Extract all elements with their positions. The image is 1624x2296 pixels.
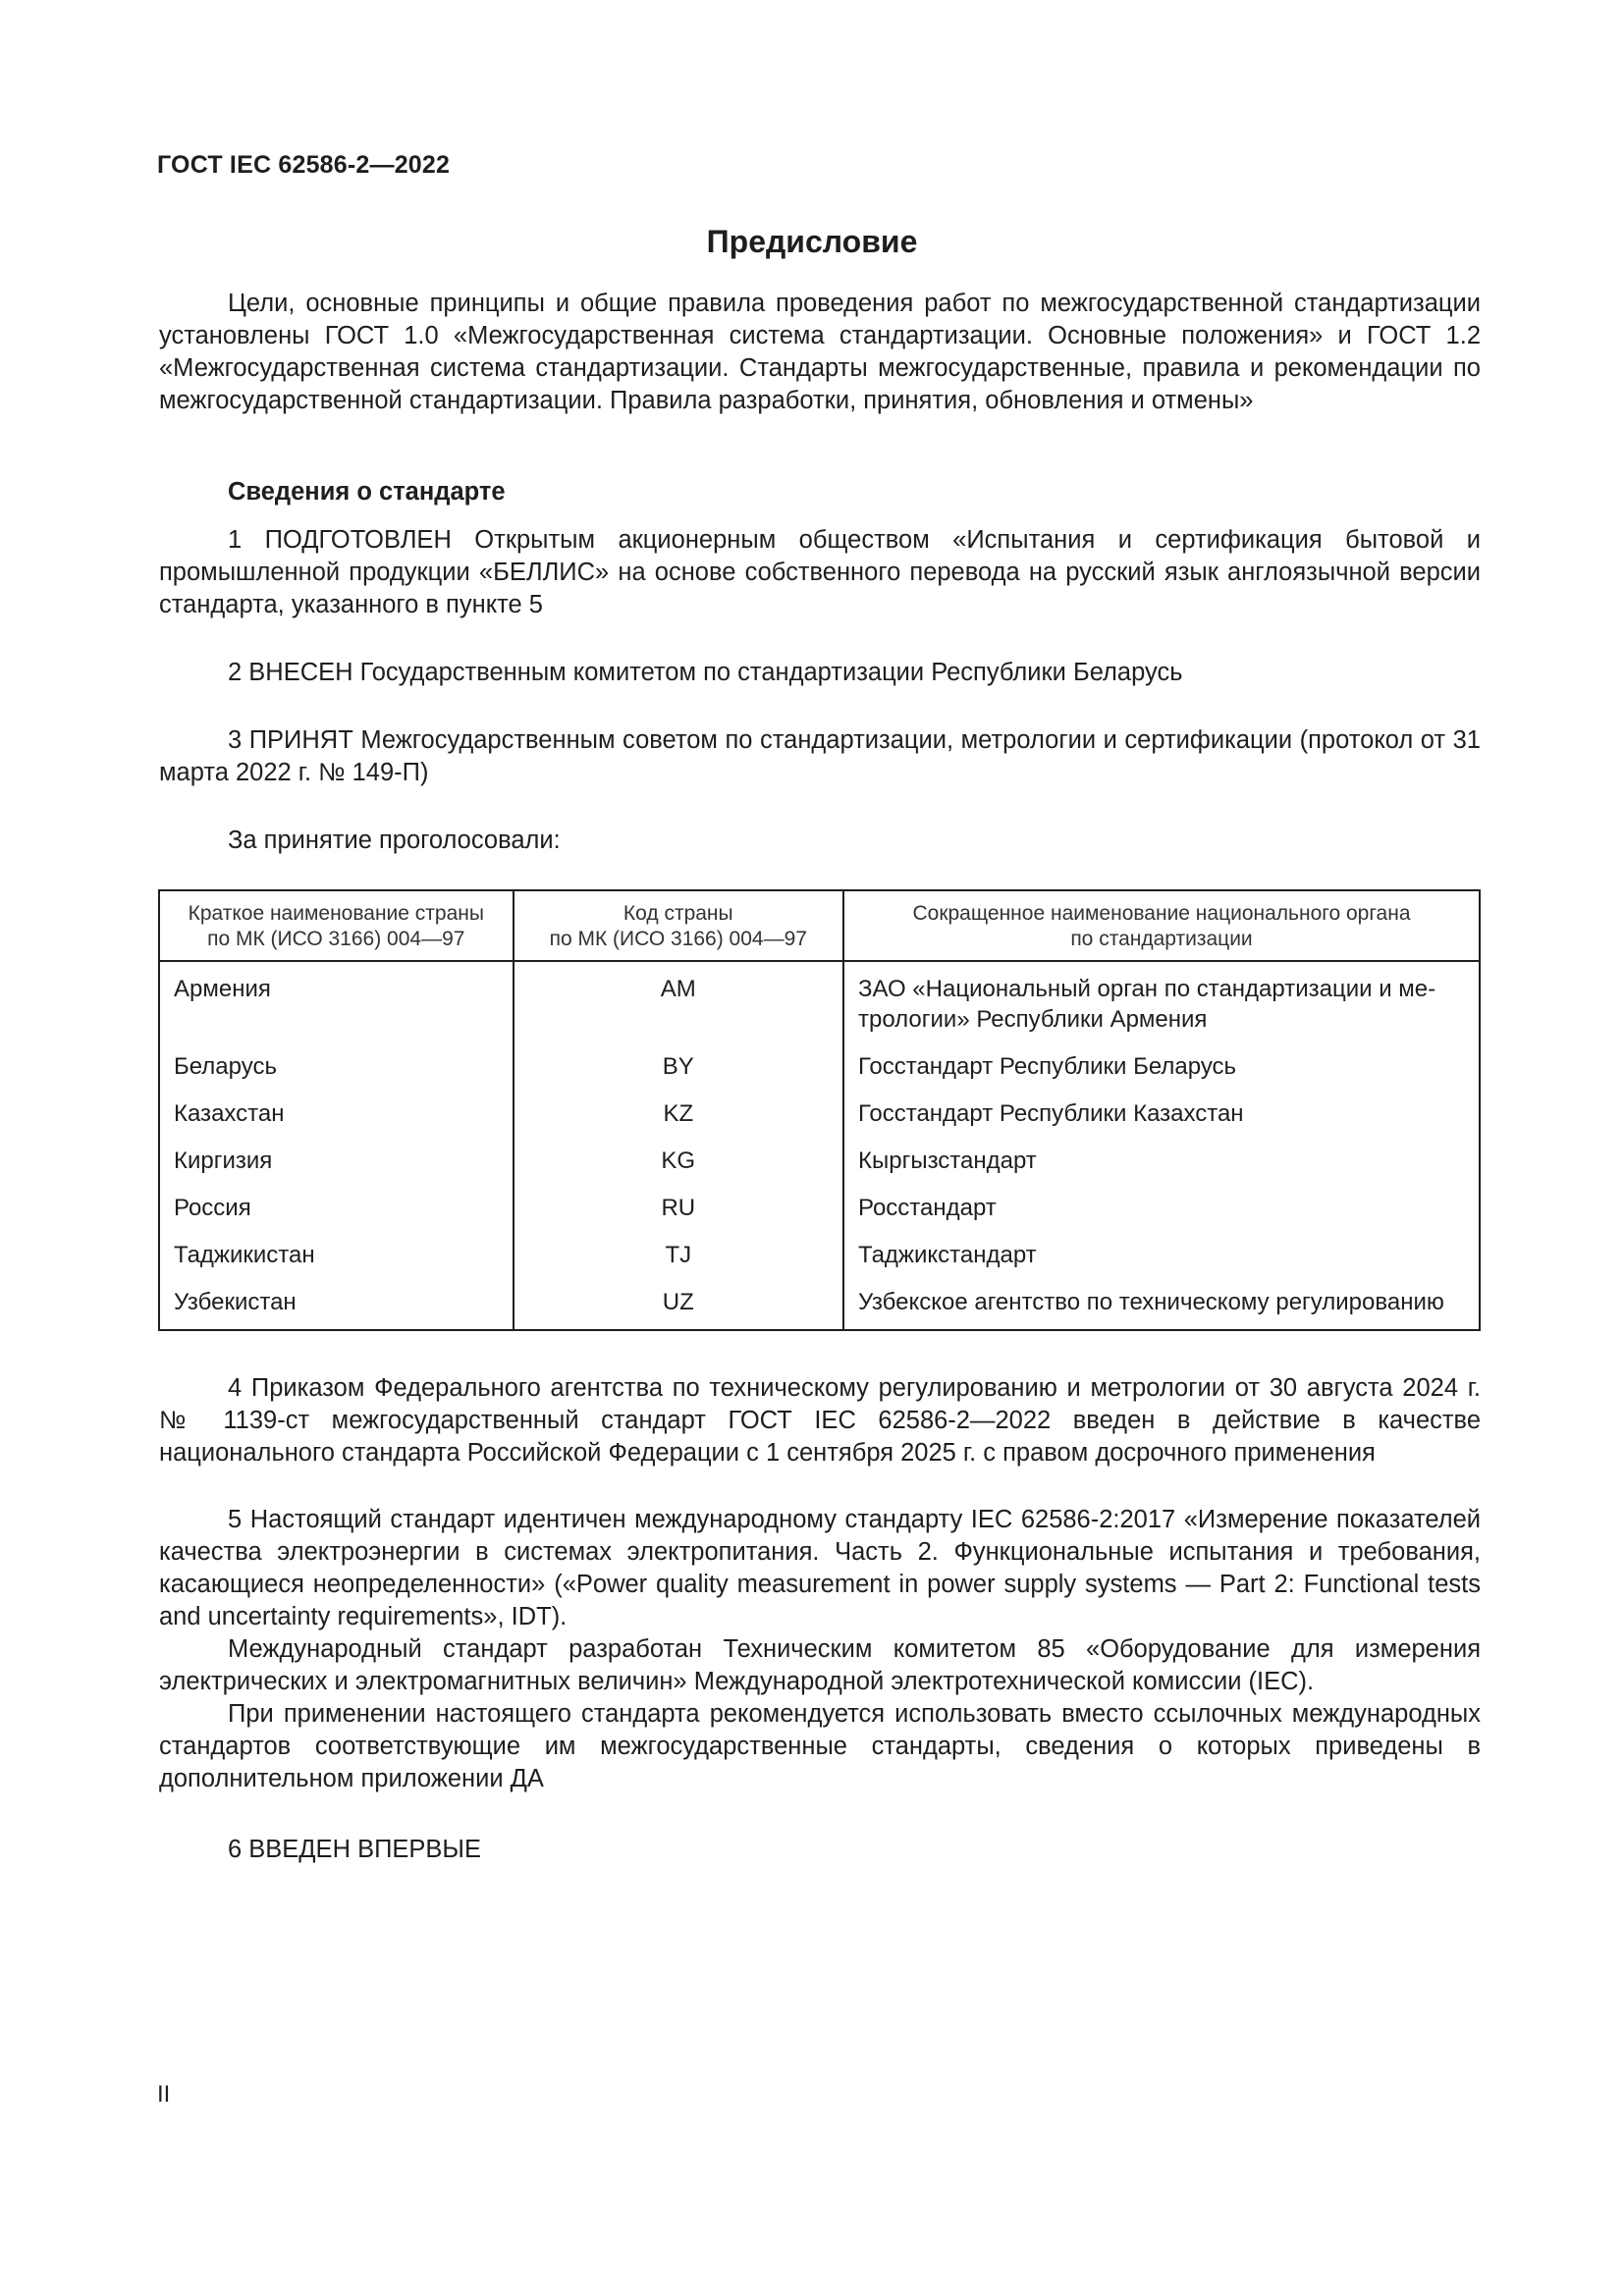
column-header-code bbox=[514, 890, 843, 961]
item-3-adopted: 3 ПРИНЯТ Межгосударственным советом по стандартизации, метрологии и сертификации (протокол от 31 марта 2022 г. № 149-П) bbox=[159, 726, 1481, 786]
body-cell-line2: трологии» Республики Армения bbox=[857, 1006, 1208, 1033]
body-cell-line1: ЗАО «Национальный орган по стандартизации и ме- bbox=[857, 976, 1436, 1002]
country-cell: Россия bbox=[159, 1183, 514, 1230]
body-cell: Кыргызстандарт bbox=[843, 1136, 1480, 1183]
item-6-first-introduced: 6 ВВЕДЕН ВПЕРВЫЕ bbox=[228, 1836, 482, 1863]
column-header-code-line2: по МК (ИСО 3166) 004—97 bbox=[549, 928, 807, 950]
item-2-block bbox=[159, 657, 1481, 689]
item-5-application: При применении настоящего стандарта рекомендуется использовать вместо ссылочных международных стандартов соответствующие им межгосударственные стандарты, сведения о которых приведены в дополнительном приложении ДА bbox=[159, 1700, 1481, 1792]
country-cell: Узбекистан bbox=[159, 1277, 514, 1330]
country-cell: Армения bbox=[159, 961, 514, 1041]
item-4-order: 4 Приказом Федерального агентства по техническому регулированию и метрологии от 30 августа 2024 г. № 1139-ст межгосударственный стандарт ГОСТ IEC 62586-2—2022 введен в действие в качестве национального стандарта Российской Федерации с 1 сентября 2025 г. с правом досрочного применения bbox=[159, 1374, 1481, 1467]
table-row bbox=[159, 1183, 1480, 1230]
country-cell: Киргизия bbox=[159, 1136, 514, 1183]
table-row bbox=[159, 1277, 1480, 1330]
voted-block bbox=[159, 825, 1481, 857]
item-3-block bbox=[159, 724, 1481, 789]
item-5-committee: Международный стандарт разработан Техническим комитетом 85 «Оборудование для измерения электрических и электромагнитных величин» Международной электротехнической комиссии (IEC). bbox=[159, 1635, 1481, 1695]
column-header-country-line2: по МК (ИСО 3166) 004—97 bbox=[207, 928, 465, 950]
code-cell: RU bbox=[514, 1183, 843, 1230]
page-title: Предисловие bbox=[706, 224, 918, 259]
intro-paragraph: Цели, основные принципы и общие правила проведения работ по межгосударственной стандартизации установлены ГОСТ 1.0 «Межгосударственная система стандартизации. Основные положения» и ГОСТ 1.2 «Межгосударственная система стандартизации. Стандарты межгосударственные, правила и рекомендации по межгосударственной стандартизации. Правила разработки, принятия, обновления и отмены» bbox=[159, 290, 1481, 414]
column-header-body-line1: Сокращенное наименование национального органа bbox=[912, 902, 1411, 925]
table-row bbox=[159, 961, 1480, 1041]
column-header-body-line2: по стандартизации bbox=[1070, 928, 1253, 950]
body-cell: Таджикстандарт bbox=[843, 1230, 1480, 1277]
standard-info-heading: Сведения о стандарте bbox=[228, 478, 506, 506]
code-cell: TJ bbox=[514, 1230, 843, 1277]
table-row bbox=[159, 1230, 1480, 1277]
code-cell: AM bbox=[514, 961, 843, 1041]
column-header-country bbox=[159, 890, 514, 961]
body-cell: Госстандарт Республики Беларусь bbox=[843, 1041, 1480, 1089]
country-cell: Беларусь bbox=[159, 1041, 514, 1089]
item-5-block bbox=[159, 1504, 1481, 1795]
subheading-block bbox=[159, 476, 1481, 508]
country-cell: Таджикистан bbox=[159, 1230, 514, 1277]
code-cell: UZ bbox=[514, 1277, 843, 1330]
table-row bbox=[159, 1041, 1480, 1089]
column-header-country-line1: Краткое наименование страны bbox=[188, 902, 484, 925]
item-5-identical: 5 Настоящий стандарт идентичен международному стандарту IEC 62586-2:2017 «Измерение показателей качества электроэнергии в системах электропитания. Часть 2. Функциональные испытания и требования, касающиеся неопределенности» («Power quality measurement in power supply systems — Part 2: Functional tests and uncertainty requirements», IDT). bbox=[159, 1506, 1481, 1630]
code-cell: BY bbox=[514, 1041, 843, 1089]
column-header-code-line1: Код страны bbox=[623, 902, 733, 925]
item-1-prepared: 1 ПОДГОТОВЛЕН Открытым акционерным обществом «Испытания и сертификация бытовой и промышленной продукции «БЕЛЛИС» на основе собственного перевода на русский язык англоязычной версии стандарта, указанного в пункте 5 bbox=[159, 526, 1481, 618]
item-2-submitted: 2 ВНЕСЕН Государственным комитетом по стандартизации Республики Беларусь bbox=[228, 659, 1183, 686]
body-cell bbox=[843, 961, 1480, 1041]
item-4-block bbox=[159, 1372, 1481, 1469]
item-1-block bbox=[159, 524, 1481, 621]
table-row bbox=[159, 1089, 1480, 1136]
document-code-header: ГОСТ IEC 62586-2—2022 bbox=[157, 151, 451, 179]
page-number: II bbox=[157, 2081, 171, 2108]
intro-block bbox=[159, 288, 1481, 417]
table-header-row bbox=[159, 890, 1480, 961]
body-cell: Госстандарт Республики Казахстан bbox=[843, 1089, 1480, 1136]
code-cell: KG bbox=[514, 1136, 843, 1183]
table-row bbox=[159, 1136, 1480, 1183]
voted-label: За принятие проголосовали: bbox=[228, 827, 561, 854]
body-cell: Росстандарт bbox=[843, 1183, 1480, 1230]
voting-countries-table bbox=[158, 889, 1481, 1331]
body-cell: Узбекское агентство по техническому регулированию bbox=[843, 1277, 1480, 1330]
country-cell: Казахстан bbox=[159, 1089, 514, 1136]
item-6-block bbox=[159, 1834, 1481, 1866]
column-header-body bbox=[843, 890, 1480, 961]
code-cell: KZ bbox=[514, 1089, 843, 1136]
